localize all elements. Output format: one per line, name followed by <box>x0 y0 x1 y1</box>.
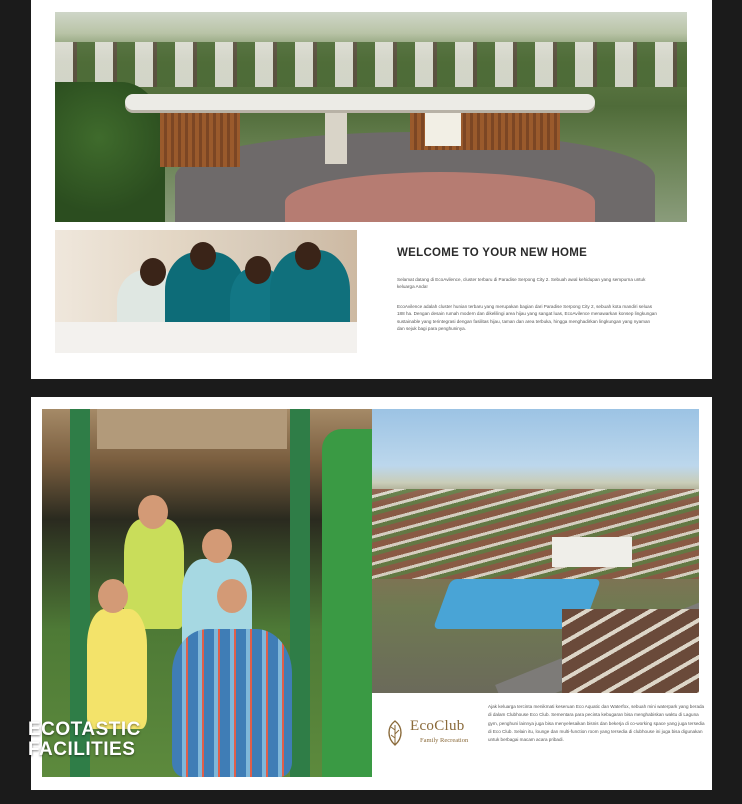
child-face <box>202 529 232 563</box>
house-rows <box>372 489 699 579</box>
person-head <box>190 242 216 270</box>
playground-roof <box>97 409 287 449</box>
child-face <box>98 579 128 613</box>
ecoclub-logo <box>384 716 494 750</box>
gate-pillar <box>325 104 347 164</box>
gate-sign <box>425 104 461 146</box>
clubhouse-aerial-image <box>372 409 699 693</box>
logo-name: EcoClub <box>410 718 465 734</box>
child-face <box>217 579 247 613</box>
child-face <box>138 495 168 529</box>
gate-wall-left <box>160 112 240 167</box>
foreground-roofs <box>562 609 699 693</box>
leaf-icon <box>384 720 406 746</box>
clubhouse-building <box>552 537 632 567</box>
gate-canopy <box>125 94 595 110</box>
person-head <box>140 258 166 286</box>
playground-slide <box>322 429 372 777</box>
facilities-heading-line1: ECOTASTIC <box>28 719 141 740</box>
ecoclub-body-text: Ajak keluarga tercinta menikmati keseruan Eco Aquatic dan Waterfox, sebuah mini waterpark yang berada di dalam Clubhouse Eco Club. Sementara para pecinta kebugaran bisa menghabiskan waktu di Laguna gym, penghuni lainnya juga bisa menyelesaikan bisnis dan bekerja di co-working space yang juga tersedia di Eco Club. Selain itu, lounge dan multi-function room yang tersedia di clubhouse ini juga bisa digunakan untuk berbagai macam acara pribadi. <box>488 704 705 743</box>
child <box>87 609 147 729</box>
person-head <box>245 256 271 284</box>
welcome-heading: WELCOME TO YOUR NEW HOME <box>397 247 588 259</box>
bed <box>55 322 357 353</box>
family-photo <box>55 230 357 353</box>
cluster-gate-aerial-image <box>55 12 687 222</box>
child <box>172 629 292 777</box>
background-houses <box>55 42 687 87</box>
logo-subtitle: Family Recreation <box>420 737 469 744</box>
playground-post <box>290 409 310 777</box>
welcome-intro-text: Selamat datang di EcoAvilence, cluster terbaru di Paradise Serpong City 2. Sebuah awal kehidupan yang sempurna untuk keluarga Anda! <box>397 277 646 290</box>
welcome-body-text: EcoAvilence adalah cluster hunian terbaru yang merupakan bagian dari Paradise Serpong City 2, sebuah kota mandiri seluas 188 ha. Dengan desain rumah modern dan dikelilingi area hijau yang sangat luas, EcoAvilence menawarkan konsep lingkungan sustainable yang terintegrasi dengan fasilitas hijau, taman dan area terbuka, hingga menghadirkan lingkungan yang nyaman dan sejuk bagi para penghuninya. <box>397 304 657 332</box>
person-head <box>295 242 321 270</box>
brochure-page-1 <box>31 0 712 379</box>
facilities-heading-line2: FACILITIES <box>28 739 136 760</box>
